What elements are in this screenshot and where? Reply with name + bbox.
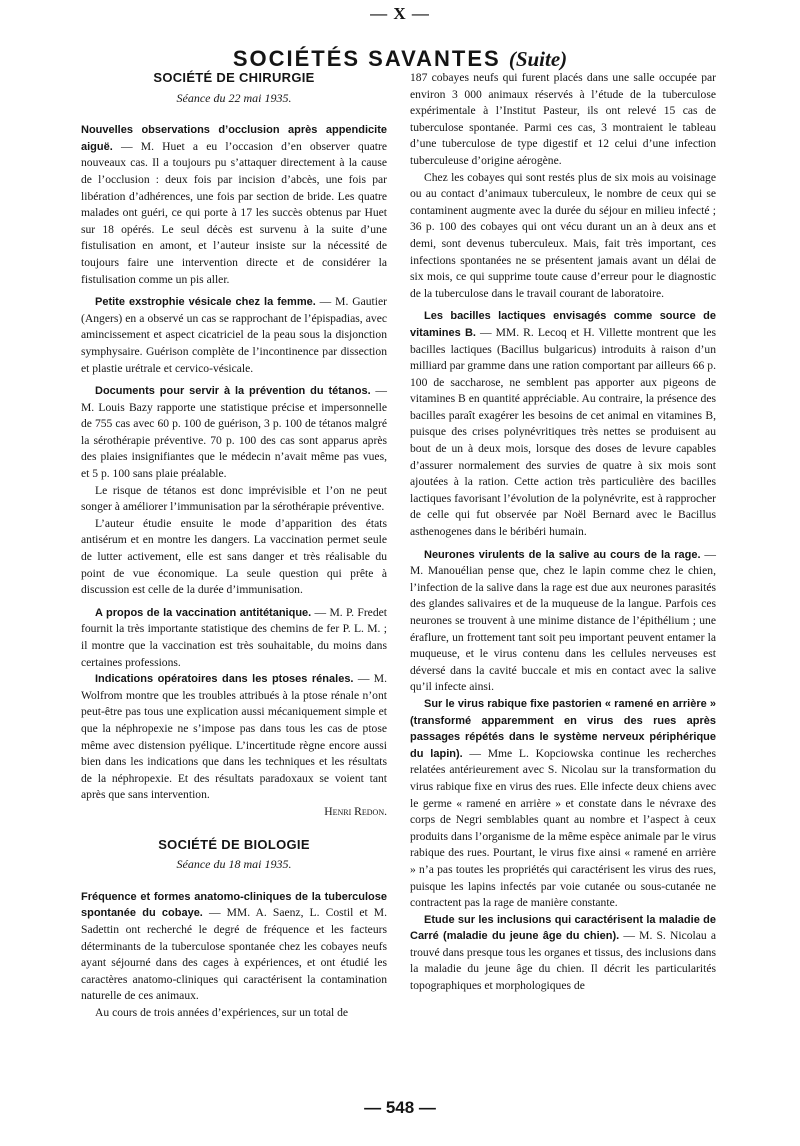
article-title: Fréquence et formes anatomo-cliniques de la tuberculose spontanée du cobaye. — [81, 890, 387, 920]
right-paragraph-2 — [410, 170, 716, 303]
article-body: Au cours de trois années d’expériences, sur un total de — [95, 1005, 349, 1019]
article-vaccination — [81, 605, 387, 671]
section-heading-chirurgie: SOCIÉTÉ DE CHIRURGIE — [153, 70, 315, 85]
left-column — [81, 70, 387, 1021]
page-folio-top: — X — — [370, 4, 430, 23]
article-tuberculose-cont — [81, 1005, 387, 1022]
article-tetanos-cont-1 — [81, 483, 387, 516]
section-heading-biologie: SOCIÉTÉ DE BIOLOGIE — [158, 836, 310, 852]
right-column — [410, 70, 716, 995]
article-title: Neurones virulents de la salive au cours de la rage. — [424, 548, 701, 561]
article-body: — M. Manouélian pense que, chez le lapin comme chez le chien, l’infection de la salive dans la rage est due aux neurones parasités des glandes salivaires et de la muqueuse de la langue. Parfois ces neurones se trouvent à une minime distance de l’épithélium ; une éraflure, un frottement tant soit peu important peuvent entamer la muqueuse, et le virus contenu dans les cellules nerveuses est déversé dans la cavité buccale et mis en contact avec la salive qu’il infecte ainsi. — [410, 547, 716, 694]
article-body: — MM. R. Lecoq et H. Villette montrent que les bacilles lactiques (Bacillus bulgaricus) introduits à raison d’un milliard par gramme dans une ration comportant par ailleurs 66 p. 100 de saccharose, ne semblent pas apporter aux pigeons de vitamines B en quantité appréciable. Au contraire, la présence des bacilles paraît exagérer les besoins de cet animal en vitamines B, puisque des crises polynévritiques très nettes se produisent au bout de un à deux mois, lorsque des doses de levure capables d’assurer normalement des survies de quatre à six mois sont ajoutées à la ration. Cette action très particulière des bacilles lactiques favorisant l’évolution de la polynévrite, est à rapprocher de celle qui fut observée par Noël Bernard avec le Bacillus asthenogenes dans le béribéri humain. — [410, 325, 717, 539]
article-title: Etude sur les inclusions qui caractérisent la maladie de Carré (maladie du jeune âge du chien). — [410, 913, 716, 943]
article-maladie-carre — [410, 912, 716, 995]
article-title: A propos de la vaccination antitétanique. — [95, 606, 312, 619]
article-body: Le risque de tétanos est donc imprévisible et l’on ne peut songer à améliorer l’immunisation par la sérothérapie préventive. — [81, 483, 387, 514]
article-tetanos-cont-2 — [81, 516, 387, 599]
page-number: — 548 — — [364, 1098, 436, 1117]
article-body: — M. Gautier (Angers) en a observé un cas se rapprochant de l’épispadias, avec amincissement et aspect cicatriciel de la peau sous la disjonction symphysaire. Guérison complète de l’incontinence par dissection et plastie urétrale et cervico-vésicale. — [81, 295, 388, 375]
article-occlusion — [81, 122, 387, 288]
article-ptoses — [81, 671, 387, 804]
article-body: — M. Wolfrom montre que les troubles attribués à la ptose rénale n’ont peut-être pas tous une explication aussi mécaniquement simple et que la néphropexie ne s’impose pas dans tous les cas de ptose même avec distension pyélique. L’incertitude règne encore aussi bien dans les indications que dans les techniques et les résultats de la néphropexie. Et des résultats paradoxaux se voient tant après que sans intervention. — [81, 672, 387, 802]
page-title — [0, 46, 800, 72]
article-body: — Mme L. Kopciowska continue les recherches relatées antérieurement avec S. Nicolau sur la transformation du virus rabique fixe en virus des rues. Elle infecte deux chiens avec le germe « ramené en arrière » et constate dans le névraxe des corps de Negri semblables quant au nombre et l’aspect à ceux produits dans l’organisme de la même espèce animale par le virus rabique des rues. Pourtant, le virus fixe ainsi « ramené en arrière » n’a pas toutes les propriétés qui caractérisent les virus des rues, puisque les lapins infectés par voie cutanée ou sous-cutanée ne contractent pas la rage de manière constante. — [410, 746, 716, 910]
article-neurones-virulents — [410, 547, 716, 696]
right-paragraph-1 — [410, 70, 716, 170]
article-bacilles-lactiques — [410, 308, 716, 540]
author-signature: Henri Redon. — [324, 804, 387, 818]
article-body: — M. S. Nicolau a trouvé dans presque tous les organes et tissus, des inclusions dans la maladie du jeune âge du chien. Il décrit les particularités topographiques et morphologiques de — [410, 929, 716, 993]
article-body: — M. P. Fredet fournit la très importante statistique des chemins de fer P. L. M. ; il montre que la vaccination est très souhaitable, du moins dans certaines professions. — [81, 605, 387, 669]
section-date-biologie: Séance du 18 mai 1935. — [176, 857, 292, 872]
article-title: Documents pour servir à la prévention du tétanos. — [95, 385, 371, 398]
title-text: SOCIÉTÉS SAVANTES — [232, 46, 501, 71]
article-body: — M. Louis Bazy rapporte une statistique précise et impersonnelle de 755 cas avec 60 p. 100 de guérison, 3 p. 100 de tétanos malgré la sérothérapie préventive. 70 p. 100 des cas sont apparus après des plaies insignifiantes que le médecin n’avait même pas vues, et 5 p. 100 sans plaie préalable. — [81, 384, 387, 481]
article-tetanos — [81, 383, 387, 483]
article-body: 187 cobayes neufs qui furent placés dans une salle occupée par environ 3 000 animaux réservés à l’étude de la tuberculose expérimentale à l’Institut Pasteur, ils ont relevé 15 cas de tuberculose spontanée. Parmi ces cas, 3 montraient le tableau d’une tuberculose de type digestif et 12 celui d’une infection tuberculeuse d’origine aérogène. — [410, 71, 716, 167]
title-suffix: (Suite) — [508, 47, 568, 71]
article-exstrophie — [81, 294, 387, 377]
article-body: L’auteur étudie ensuite le mode d’apparition des états antisérum et en montre les dangers. La vaccination permet seule de lutter activement, elle est sans danger et très réalisable du point de vue économique. La seule question qui prête à discussion est celle de la durée d’immunisation. — [81, 516, 387, 597]
article-title: Indications opératoires dans les ptoses rénales. — [95, 673, 354, 686]
article-title: Les bacilles lactiques envisagés comme source de vitamines B. — [410, 310, 716, 339]
section-date-chirurgie: Séance du 22 mai 1935. — [176, 90, 292, 105]
article-title: Sur le virus rabique fixe pastorien « ramené en arrière » (transformé apparemment en virus des rues après passages répétés dans le système nerveux périphérique du lapin). — [410, 697, 716, 760]
article-virus-rabique — [410, 696, 716, 912]
article-tuberculose — [81, 889, 387, 1005]
article-title: Nouvelles observations d’occlusion après appendicite aiguë. — [81, 124, 387, 153]
article-body: Chez les cobayes qui sont restés plus de six mois au voisinage ou au contact d’animaux tuberculeux, le nombre de ceux qui se contaminent augmente avec la durée du séjour en milieu infecté ; 36 p. 100 des cobayes qui ont vécu durant un an à deux ans et demi, sont devenus tuberculeux. Mais, fait très important, ces infections spontanées ne se présentent jamais avant un délai de six mois, ce qui supprime toute cause d’erreur pour le diagnostic de la tuberculose dans le travail courant de laboratoire. — [410, 170, 716, 300]
article-body: — M. Huet a eu l’occasion d’en observer quatre nouveaux cas. Il a toujours pu s’attaquer directement à la cause de l’occlusion : deux fois par incision d’abcès, une fois par libération d’adhérences, une fois par section de bride. Les quatre malades ont guéri, ce qui porte à 17 les succès obtenus par Huet sur 18 opérés. Le seul décès est survenu à la suite d’une fistulisation en amont, et l’auteur insiste sur la nécessité de toujours faire une intervention directe et de considérer la fistulisation comme un pis aller. — [81, 139, 387, 286]
article-body: — MM. A. Saenz, L. Costil et M. Sadettin ont recherché le degré de fréquence et les facteurs déterminants de la tuberculose spontanée chez les cobayes neufs ayant séjourné dans des cages à expériences, et ont étudié les caractères anatomo-cliniques qui caractérisent la contamination naturelle de ces animaux. — [81, 906, 387, 1003]
article-title: Petite exstrophie vésicale chez la femme. — [95, 296, 316, 309]
